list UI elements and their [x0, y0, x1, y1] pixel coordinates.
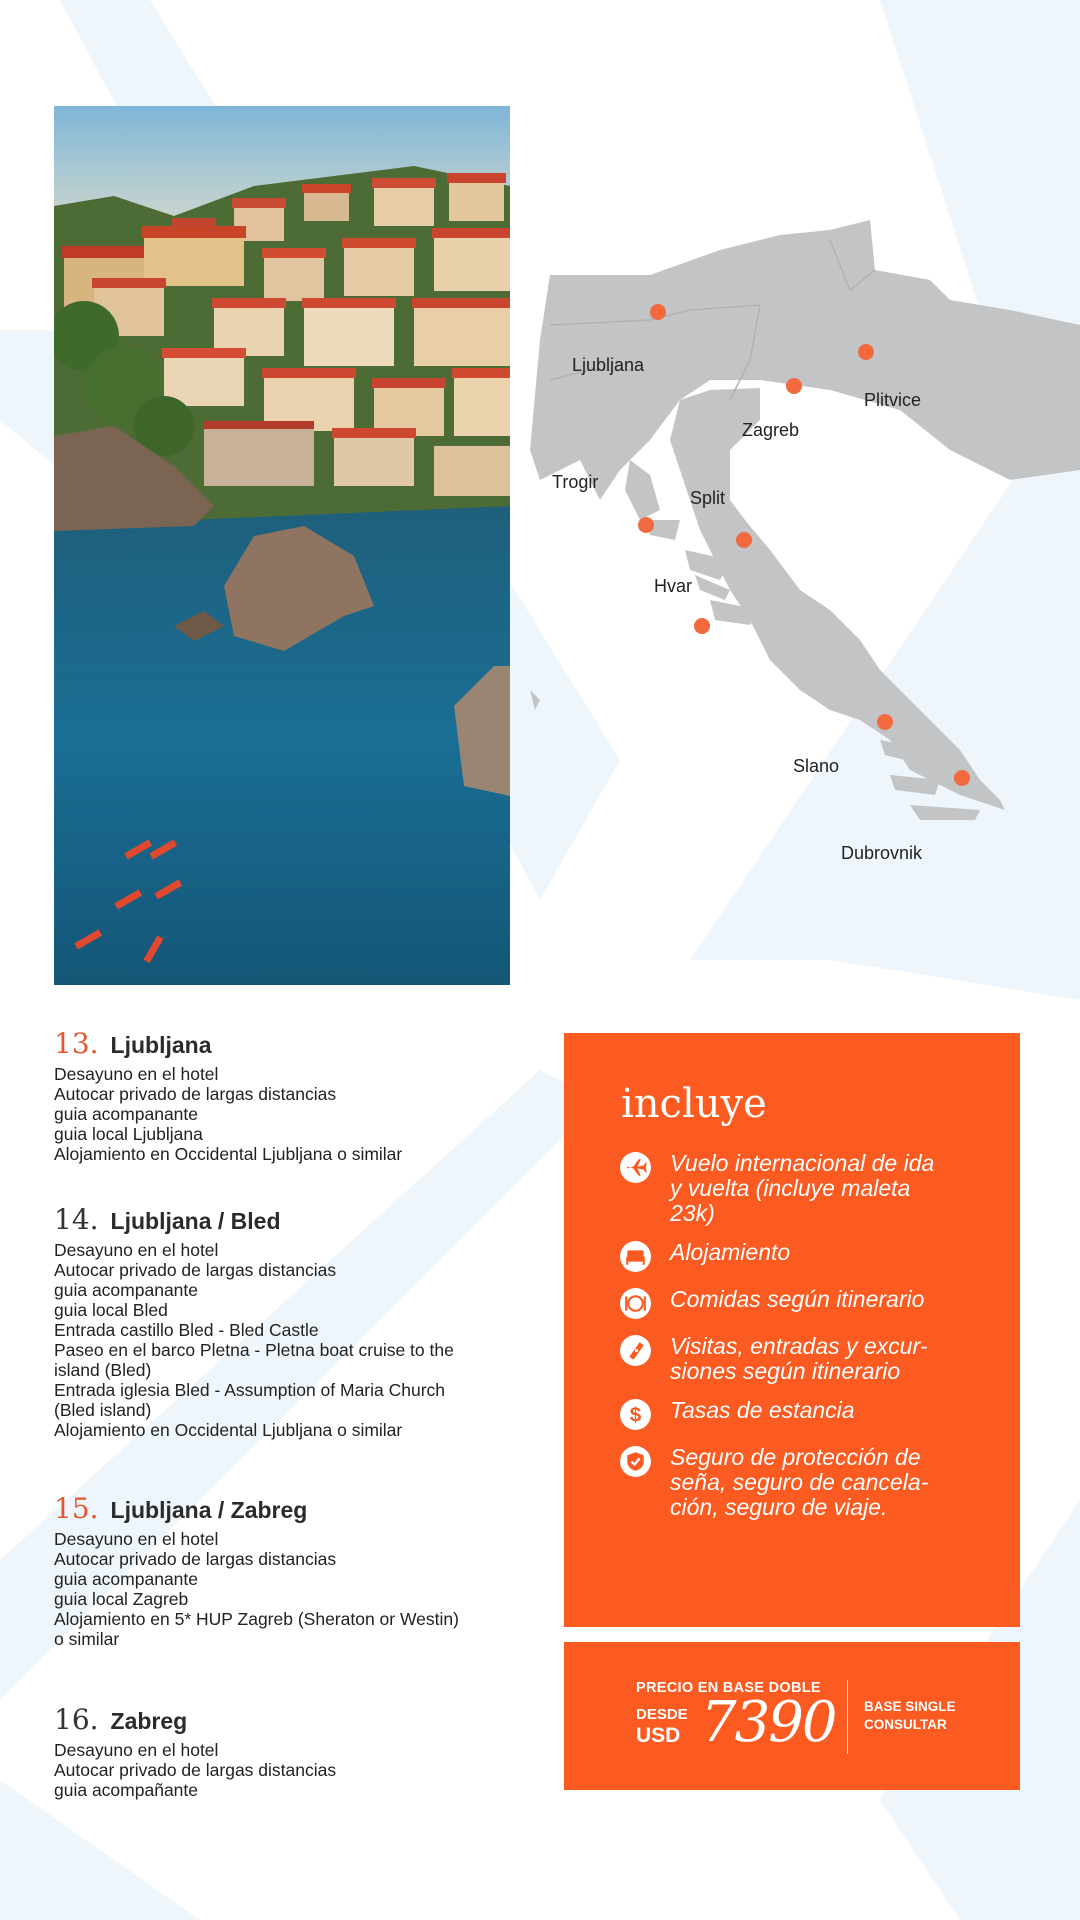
includes-list [619, 1151, 989, 1534]
includes-item [619, 1445, 989, 1520]
day-details [54, 1740, 524, 1800]
marker-split [736, 532, 752, 548]
detail-line: guia acompañante [54, 1780, 198, 1800]
includes-text: Seguro de protección de [670, 1444, 921, 1470]
detail-line: Entrada castillo Bled - Bled Castle [54, 1320, 319, 1340]
detail-line: Autocar privado de largas distancias [54, 1084, 337, 1104]
dollar-icon [619, 1398, 652, 1431]
day-number: 13. [54, 1027, 99, 1060]
shield-check-icon [619, 1445, 652, 1478]
day-title: Ljubljana / Bled [110, 1208, 281, 1234]
marker-plitvice [858, 344, 874, 360]
itinerary-day-15 [54, 1492, 524, 1649]
includes-item [619, 1287, 989, 1320]
includes-text: 23k) [670, 1200, 715, 1226]
price-single-info [864, 1698, 956, 1734]
price-base-label: PRECIO EN BASE DOBLE [636, 1680, 821, 1696]
detail-line: (Bled island) [54, 1400, 152, 1420]
detail-line: Desayuno en el hotel [54, 1740, 219, 1760]
includes-text: Tasas de estancia [670, 1397, 855, 1423]
meal-plate-icon [619, 1287, 652, 1320]
city-label-dubrovnik: Dubrovnik [841, 843, 923, 863]
day-details [54, 1529, 524, 1649]
detail-line: Alojamiento en Occidental Ljubljana o similar [54, 1420, 403, 1440]
includes-text: siones según itinerario [670, 1358, 901, 1384]
detail-line: guia acompanante [54, 1569, 198, 1589]
detail-line: Desayuno en el hotel [54, 1064, 219, 1084]
marker-slano [877, 714, 893, 730]
includes-item [619, 1240, 989, 1273]
day-title: Zabreg [110, 1708, 188, 1734]
day-title: Ljubljana [110, 1032, 212, 1058]
detail-line: Paseo en el barco Pletna - Pletna boat cruise to the [54, 1340, 454, 1360]
detail-line: guia local Bled [54, 1300, 168, 1320]
detail-line: guia local Ljubljana [54, 1124, 203, 1144]
itinerary-day-14 [54, 1203, 524, 1440]
day-number: 15. [54, 1492, 99, 1525]
detail-line: guia local Zagreb [54, 1589, 189, 1609]
price-single-line: BASE SINGLE [864, 1699, 956, 1714]
includes-box [564, 1033, 1020, 1627]
city-label-zagreb: Zagreb [742, 420, 800, 440]
marker-trogir [638, 517, 654, 533]
detail-line: Autocar privado de largas distancias [54, 1760, 337, 1780]
detail-line: Alojamiento en Occidental Ljubljana o similar [54, 1144, 403, 1164]
day-number: 16. [54, 1703, 99, 1736]
day-details [54, 1064, 524, 1164]
includes-text: seña, seguro de cancela- [670, 1469, 929, 1495]
includes-text: Vuelo internacional de ida [670, 1150, 935, 1176]
detail-line: island (Bled) [54, 1360, 152, 1380]
includes-text: Alojamiento [670, 1239, 791, 1265]
includes-text: Visitas, entradas y excur- [670, 1333, 928, 1359]
detail-line: Desayuno en el hotel [54, 1529, 219, 1549]
includes-item [619, 1398, 989, 1431]
bed-icon [619, 1240, 652, 1273]
includes-item [619, 1151, 989, 1226]
city-label-hvar: Hvar [654, 576, 693, 596]
city-label-plitvice: Plitvice [864, 390, 922, 410]
svg-text:$: $ [629, 1403, 642, 1427]
price-currency: USD [636, 1724, 681, 1747]
ticket-icon [619, 1334, 652, 1367]
city-label-ljubljana: Ljubljana [572, 355, 645, 375]
detail-line: Entrada iglesia Bled - Assumption of Maria Church [54, 1380, 446, 1400]
coastal-town-photo [54, 106, 510, 985]
price-divider [847, 1680, 848, 1754]
price-from-label: DESDE [636, 1706, 688, 1723]
detail-line: Desayuno en el hotel [54, 1240, 219, 1260]
marker-hvar [694, 618, 710, 634]
city-label-slano: Slano [793, 756, 840, 776]
includes-title: incluye [621, 1081, 767, 1127]
price-box [564, 1642, 1020, 1790]
marker-ljubljana [650, 304, 666, 320]
itinerary-day-16 [54, 1703, 524, 1800]
detail-line: Autocar privado de largas distancias [54, 1260, 337, 1280]
includes-item [619, 1334, 989, 1384]
marker-dubrovnik [954, 770, 970, 786]
detail-line: guia acompanante [54, 1104, 198, 1124]
price-amount: 7390 [701, 1690, 836, 1755]
detail-line: Autocar privado de largas distancias [54, 1549, 337, 1569]
includes-text: ción, seguro de viaje. [670, 1494, 888, 1520]
day-details [54, 1240, 524, 1440]
city-label-split: Split [690, 488, 726, 508]
croatia-map [530, 220, 1080, 880]
day-number: 14. [54, 1203, 99, 1236]
city-label-trogir: Trogir [552, 472, 599, 492]
day-title: Ljubljana / Zabreg [110, 1497, 308, 1523]
detail-line: Alojamiento en 5* HUP Zagreb (Sheraton or Westin) [54, 1609, 459, 1629]
marker-zagreb [786, 378, 802, 394]
detail-line: o similar [54, 1629, 120, 1649]
price-single-line: CONSULTAR [864, 1717, 947, 1732]
itinerary-day-13 [54, 1027, 524, 1164]
includes-text: Comidas según itinerario [670, 1286, 925, 1312]
includes-text: y vuelta (incluye maleta [670, 1175, 911, 1201]
airplane-icon [619, 1151, 652, 1184]
detail-line: guia acompanante [54, 1280, 198, 1300]
